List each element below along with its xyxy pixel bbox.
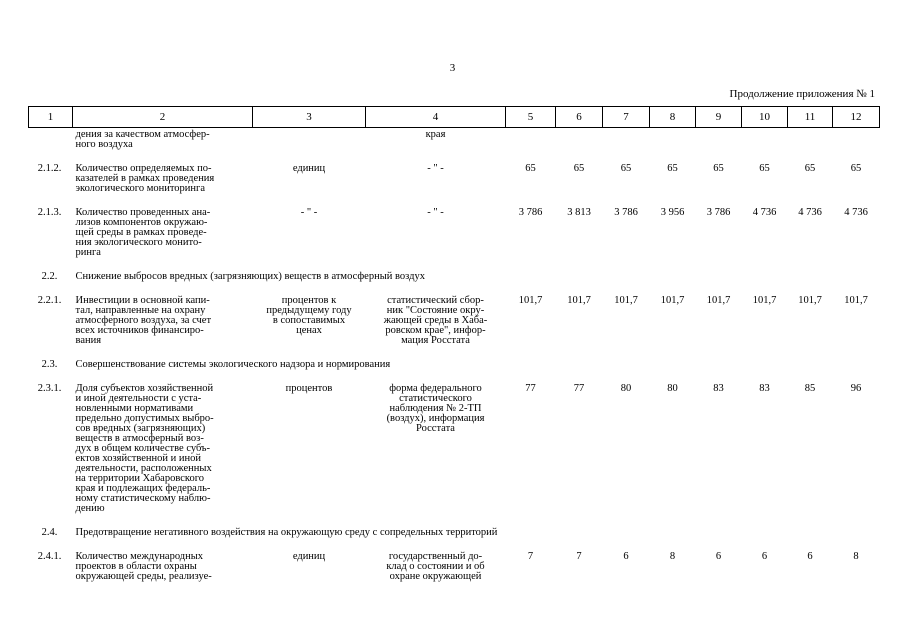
row-number: 2.3.: [41, 359, 58, 370]
indicator-value: [603, 128, 650, 151]
indicator-value: 96: [850, 383, 862, 394]
indicator-unit: - " -: [300, 207, 318, 218]
column-header-12: 12: [833, 107, 880, 128]
row-number: 2.4.1.: [37, 551, 62, 562]
column-header-3: 3: [253, 107, 366, 128]
indicator-value: 6: [807, 551, 813, 562]
indicator-value: 101,7: [567, 295, 591, 306]
column-header-10: 10: [742, 107, 788, 128]
indicator-value: 8: [853, 551, 859, 562]
column-header-5: 5: [506, 107, 556, 128]
indicator-value: 101,7: [752, 295, 777, 306]
indicator-source: статистический сбор- ник "Состояние окру- жающей среды в Хаба- ровском крае", инфор- мация Росстата: [383, 295, 488, 346]
indicator-value: [650, 128, 696, 151]
section-row: [29, 346, 880, 370]
section-row: [29, 258, 880, 282]
indicator-value: 101,7: [844, 295, 868, 306]
indicator-value: 3 786: [518, 207, 543, 218]
column-header-4: 4: [366, 107, 506, 128]
section-title: Совершенствование системы экологического надзора и нормирования: [75, 359, 391, 370]
page-number: 3: [449, 62, 456, 74]
table-body: [29, 128, 880, 583]
indicator-description: Доля субъектов хозяйственной и иной деятельности с уста- новленными нормативами предельно допустимых выбро- сов вредных (загрязняющих) веществ в атмосферный воз- дух в общем количестве субъ- ектов хозяйственной и иной деятельности, расположенных на территории Хабаровского края и подлежащих федераль- ному статистическому наблю- дению: [75, 383, 214, 514]
indicator-value: 101,7: [798, 295, 822, 306]
table-header-row: [29, 107, 880, 128]
indicator-value: [742, 128, 788, 151]
indicator-value: 83: [713, 383, 724, 394]
indicator-value: 3 813: [567, 207, 591, 218]
indicator-description: Инвестиции в основной капи- тал, направленные на охрану атмосферного воздуха, за счет всех источников финансиро- вания: [75, 295, 212, 346]
column-header-8: 8: [650, 107, 696, 128]
indicator-value: 8: [669, 551, 676, 562]
section-row: [29, 514, 880, 538]
indicator-value: 3 956: [660, 207, 685, 218]
indicator-description: Количество международных проектов в области охраны окружающей среды, реализуе-: [75, 551, 212, 582]
indicator-value: 80: [667, 383, 678, 394]
indicator-description: Количество определяемых по- казателей в рамках проведения экологического мониторинга: [75, 163, 215, 194]
indicator-source: - " -: [427, 207, 444, 218]
indicator-unit: процентов: [285, 383, 333, 394]
indicator-value: 85: [804, 383, 816, 394]
indicator-value: 83: [759, 383, 770, 394]
indicator-value: 6: [761, 551, 768, 562]
row-number: [29, 128, 73, 151]
indicator-value: 101,7: [706, 295, 731, 306]
indicators-table: [28, 106, 879, 582]
indicator-value: 3 786: [614, 207, 638, 218]
indicator-description: дения за качеством атмосфер- ного воздуха: [75, 129, 210, 150]
row-number: 2.1.3.: [37, 207, 62, 218]
indicator-description: Количество проведенных ана- лизов компонентов окружаю- щей среды в рамках проведе- ния экологического монито- ринга: [75, 207, 211, 258]
indicator-source: края: [425, 129, 446, 140]
indicator-value: 101,7: [614, 295, 638, 306]
indicator-value: 65: [713, 163, 724, 174]
indicator-value: 4 736: [798, 207, 822, 218]
table-row: [29, 282, 880, 346]
indicator-value: 80: [620, 383, 632, 394]
table-row: [29, 194, 880, 258]
indicator-value: 7: [576, 551, 582, 562]
indicator-value: 65: [759, 163, 770, 174]
indicator-source: государственный до- клад о состоянии и об охране окружающей: [386, 551, 485, 582]
column-header-2: 2: [73, 107, 253, 128]
indicator-value: [788, 128, 833, 151]
indicator-unit: [253, 128, 366, 151]
indicator-value: 4 736: [752, 207, 777, 218]
indicator-value: [833, 128, 880, 151]
indicator-value: 65: [620, 163, 632, 174]
table-row: [29, 150, 880, 194]
indicator-value: 101,7: [518, 295, 543, 306]
indicator-value: 65: [573, 163, 585, 174]
row-number: 2.3.1.: [37, 383, 62, 394]
indicator-value: 65: [525, 163, 536, 174]
indicator-value: 77: [573, 383, 585, 394]
column-header-7: 7: [603, 107, 650, 128]
indicator-value: 6: [715, 551, 722, 562]
table-row: [29, 128, 880, 151]
indicator-source: форма федерального статистического наблюдения № 2-ТП (воздух), информация Росстата: [386, 383, 485, 434]
table-row: [29, 538, 880, 582]
indicator-value: 4 736: [844, 207, 868, 218]
indicator-value: 65: [850, 163, 862, 174]
column-header-6: 6: [556, 107, 603, 128]
indicator-value: [556, 128, 603, 151]
indicator-unit: единиц: [292, 551, 326, 562]
table-row: [29, 370, 880, 514]
row-number: 2.1.2.: [37, 163, 62, 174]
indicator-value: 65: [667, 163, 678, 174]
indicator-unit: единиц: [292, 163, 326, 174]
section-title: Предотвращение негативного воздействия на окружающую среду с сопредельных территорий: [75, 527, 498, 538]
indicator-value: [506, 128, 556, 151]
continuation-label: Продолжение приложения № 1: [729, 88, 875, 100]
indicator-value: 101,7: [660, 295, 685, 306]
row-number: 2.2.1.: [37, 295, 62, 306]
row-number: 2.2.: [41, 271, 58, 282]
indicator-value: 77: [525, 383, 536, 394]
indicator-value: [696, 128, 742, 151]
indicator-value: 7: [527, 551, 534, 562]
indicator-value: 6: [623, 551, 629, 562]
indicator-value: 3 786: [706, 207, 731, 218]
column-header-11: 11: [788, 107, 833, 128]
indicator-unit: процентов к предыдущему году в сопоставимых ценах: [266, 295, 352, 336]
section-title: Снижение выбросов вредных (загрязняющих) веществ в атмосферный воздух: [75, 271, 425, 282]
indicator-value: 65: [804, 163, 816, 174]
column-header-1: 1: [29, 107, 73, 128]
row-number: 2.4.: [41, 527, 58, 538]
indicator-source: - " -: [427, 163, 444, 174]
column-header-9: 9: [696, 107, 742, 128]
